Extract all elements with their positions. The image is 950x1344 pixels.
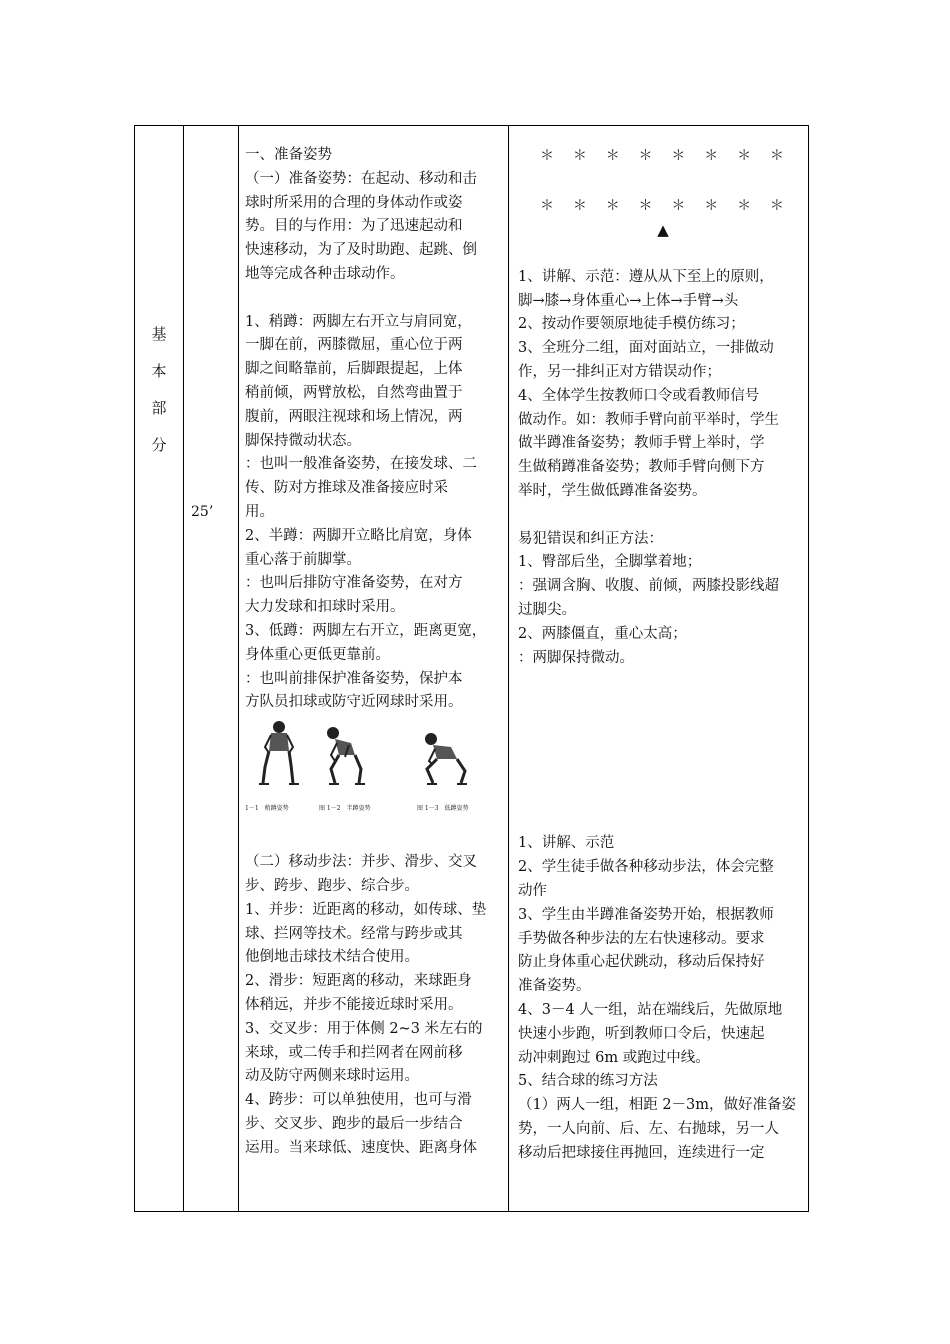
text-line: 4、跨步：可以单独使用，也可与滑	[245, 1092, 472, 1109]
low-squat-figure-image	[421, 731, 471, 787]
student-marker: ＊	[572, 148, 587, 164]
text-line: 移动后把球接住再抛回，连续进行一定	[518, 1144, 765, 1161]
text-line: 脚→膝→身体重心→上体→手臂→头	[518, 292, 739, 309]
student-marker: ＊	[737, 148, 752, 164]
student-marker: ＊	[638, 148, 653, 164]
lesson-plan-table	[134, 125, 809, 1212]
student-marker: ＊	[605, 148, 620, 164]
text-line: 做半蹲准备姿势；教师手臂上举时，学	[518, 435, 765, 452]
text-line: 大力发球和扣球时采用。	[245, 599, 405, 616]
figure-caption-1: 1－1 稍蹲姿势	[245, 805, 289, 813]
student-marker: ＊	[704, 148, 719, 164]
text-line: 传、防对方推球及准备接应时采	[245, 480, 448, 497]
text-line: 球、拦网等技术。经常与跨步或其	[245, 925, 463, 942]
text-line: （1）两人一组，相距 2－3m，做好准备姿	[518, 1097, 797, 1114]
figure-caption-3: 图 1－3 低蹲姿势	[417, 805, 469, 813]
section-label: 基 本 部 分	[151, 325, 167, 454]
student-marker: ＊	[540, 148, 554, 164]
figure-half-squat	[319, 725, 371, 813]
method-part1-lines	[518, 266, 808, 504]
text-line: 方队员扣球或防守近网球时采用。	[245, 694, 463, 711]
part2-lines	[245, 851, 508, 1160]
text-line: 身体重心更低更靠前。	[245, 646, 390, 663]
text-line: 举时，学生做低蹲准备姿势。	[518, 482, 707, 499]
figure-low-squat	[417, 731, 471, 813]
text-line: 3、低蹲：两脚左右开立，距离更宽，	[245, 622, 487, 639]
half-squat-figure-image	[321, 725, 369, 787]
text-line: ：强调含胸、收腹、前倾，两膝投影线超	[518, 578, 779, 595]
text-line: 过脚尖。	[518, 601, 576, 618]
text-line: 手势做各种步法的左右快速移动。要求	[518, 930, 765, 947]
text-line: 2、滑步：短距离的移动，来球距身	[245, 973, 472, 990]
text-line: 2、学生徒手做各种移动步法，体会完整	[518, 859, 774, 876]
text-line: 动作	[518, 882, 547, 899]
student-marker: ＊	[540, 198, 554, 214]
text-line: 运用。当来球低、速度快、距离身体	[245, 1139, 477, 1156]
text-line: 腹前，两眼注视球和场上情况，两	[245, 408, 463, 425]
student-marker: ＊	[671, 198, 686, 214]
text-line: 重心落于前脚掌。	[245, 551, 361, 568]
text-line: 用。	[245, 503, 274, 520]
text-line: 3、学生由半蹲准备姿势开始，根据教师	[518, 906, 774, 923]
text-line: ：也叫一般准备姿势，在接发球、二	[245, 456, 477, 473]
student-marker: ＊	[769, 148, 784, 164]
text-line: 3、交叉步：用于体侧 2~3 米左右的	[245, 1020, 483, 1037]
text-line: 1、讲解、示范	[518, 835, 615, 852]
text-line: 2、两膝僵直，重心太高；	[518, 625, 687, 642]
text-line: 步、交叉步、跑步的最后一步结合	[245, 1115, 463, 1132]
method-part2-lines	[518, 832, 808, 1165]
student-marker: ＊	[704, 198, 719, 214]
text-line: 球时所采用的合理的身体动作或姿	[245, 194, 463, 211]
stance-figures	[245, 719, 508, 819]
text-line: 动冲刺跑过 6m 或跑过中线。	[518, 1049, 710, 1066]
teacher-position-icon: ▲	[657, 221, 669, 239]
text-line: 做动作。如：教师手臂向前平举时，学生	[518, 411, 779, 428]
text-line: 快速小步跑，听到教师口令后，快速起	[518, 1025, 765, 1042]
text-line: 动及防守两侧来球时运用。	[245, 1068, 419, 1085]
text-line: ：也叫后排防守准备姿势，在对方	[245, 575, 463, 592]
text-line: ：两脚保持微动。	[518, 649, 634, 666]
text-line: 来球，或二传手和拦网者在网前移	[245, 1044, 463, 1061]
text-line: 4、全体学生按教师口令或看教师信号	[518, 387, 760, 404]
text-line: （一）准备姿势：在起动、移动和击	[245, 170, 477, 187]
column-divider	[508, 126, 509, 1211]
text-line: 一脚在前，两膝微屈，重心位于两	[245, 337, 463, 354]
text-line: 易犯错误和纠正方法：	[518, 530, 663, 547]
content-column	[245, 144, 508, 1160]
text-line: 防止身体重心起伏跳动，移动后保持好	[518, 954, 765, 971]
formation-row-2	[518, 194, 808, 218]
text-line: 2、半蹲：两脚开立略比肩宽，身体	[245, 527, 472, 544]
column-divider	[238, 126, 239, 1211]
text-line: 地等完成各种击球动作。	[245, 265, 405, 282]
text-line: 脚之间略靠前，后脚跟提起，上体	[245, 361, 463, 378]
column-divider	[183, 126, 184, 1211]
errors-lines	[518, 528, 808, 671]
text-line: 脚保持微动状态。	[245, 432, 361, 449]
figure-slight-squat	[245, 719, 303, 813]
text-line: 快速移动，为了及时助跑、起跳、倒	[245, 242, 477, 259]
text-line: 稍前倾，两臂放松，自然弯曲置于	[245, 384, 463, 401]
student-marker: ＊	[605, 198, 620, 214]
figure-caption-2: 图 1－2 半蹲姿势	[319, 805, 371, 813]
time-allocation: 25’	[191, 504, 214, 520]
part1-lines	[245, 168, 508, 287]
text-line: 1、并步：近距离的移动，如传球、垫	[245, 901, 487, 918]
text-line: 步、跨步、跑步、综合步。	[245, 877, 419, 894]
formation-row-1	[518, 144, 808, 168]
text-line: 1、臀部后坐，全脚掌着地；	[518, 554, 702, 571]
section-column	[135, 126, 183, 1211]
text-line: 2、按动作要领原地徒手模仿练习；	[518, 316, 745, 333]
student-marker: ＊	[769, 198, 784, 214]
text-line: 5、结合球的练习方法	[518, 1073, 658, 1090]
text-line: 准备姿势。	[518, 978, 591, 995]
text-line: 4、3－4 人一组，站在端线后，先做原地	[518, 1001, 783, 1018]
slight-squat-figure-image	[255, 719, 303, 787]
text-line: 1、稍蹲：两脚左右开立与肩同宽，	[245, 313, 472, 330]
text-line: 生做稍蹲准备姿势；教师手臂向侧下方	[518, 459, 765, 476]
text-line: 体稍远，并步不能接近球时采用。	[245, 996, 463, 1013]
student-marker: ＊	[638, 198, 653, 214]
text-line: 作，另一排纠正对方错误动作；	[518, 363, 721, 380]
text-line: 1、讲解、示范：遵从从下至上的原则，	[518, 268, 774, 285]
student-marker: ＊	[737, 198, 752, 214]
text-line: 势，一人向前、后、左、右抛球，另一人	[518, 1120, 779, 1137]
text-line: ：也叫前排保护准备姿势，保护本	[245, 670, 463, 687]
text-line: 他倒地击球技术结合使用。	[245, 949, 419, 966]
text-line: （二）移动步法：并步、滑步、交叉	[245, 854, 477, 871]
text-line: 3、全班分二组，面对面站立，一排做动	[518, 340, 774, 357]
student-marker: ＊	[572, 198, 587, 214]
text-line: 势。目的与作用：为了迅速起动和	[245, 218, 463, 235]
stances-lines	[245, 311, 508, 716]
method-column	[518, 144, 808, 1166]
student-marker: ＊	[671, 148, 686, 164]
part1-title: 一、准备姿势	[245, 147, 332, 163]
